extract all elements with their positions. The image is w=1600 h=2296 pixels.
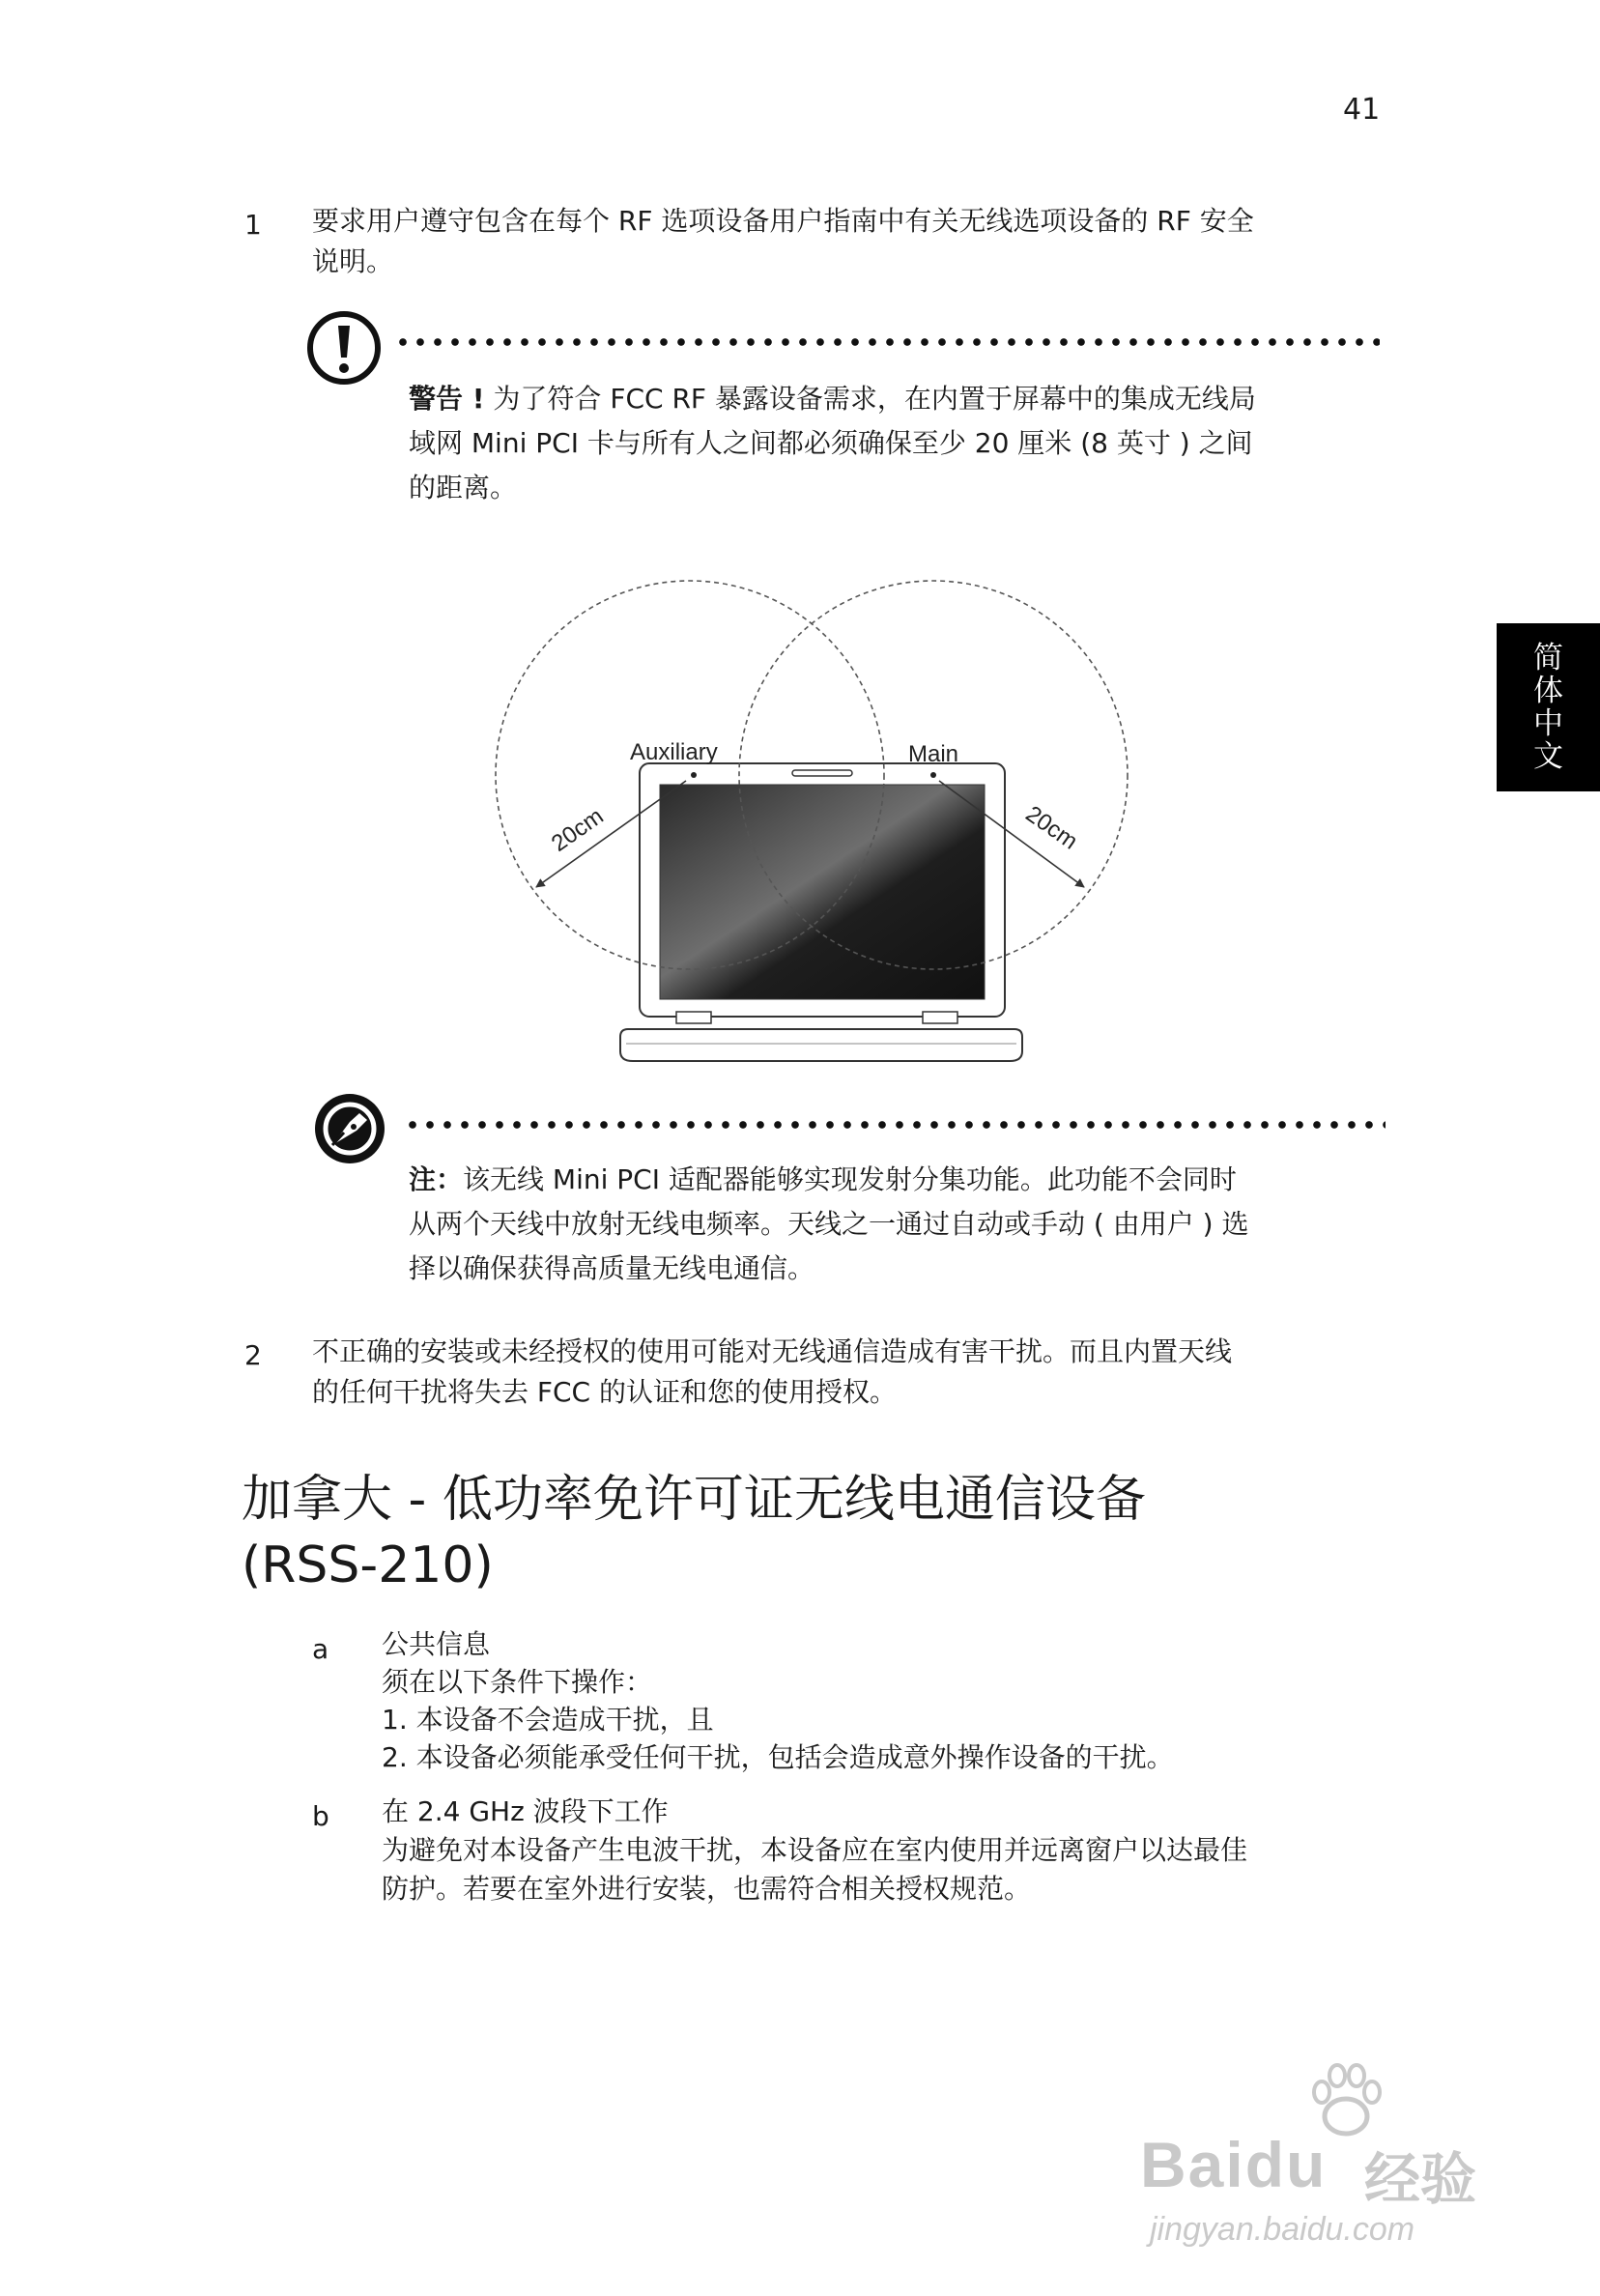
sub-item-line: 在 2.4 GHz 波段下工作: [382, 1795, 669, 1827]
warning-line: 的距离。: [409, 472, 518, 503]
note-line: 从两个天线中放射无线电频率。天线之一通过自动或手动 ( 由用户 ) 选: [409, 1208, 1249, 1240]
baidu-watermark: [1140, 2058, 1507, 2252]
sub-item-line: 1. 本设备不会造成干扰，且: [382, 1704, 714, 1736]
main-antenna-dot: [930, 772, 936, 778]
warning-text: [409, 377, 1394, 510]
sub-item-line: 须在以下条件下操作：: [382, 1666, 653, 1698]
list-item-line: 要求用户遵守包含在每个 RF 选项设备用户指南中有关无线选项设备的 RF 安全: [312, 205, 1254, 237]
list-item: [312, 201, 1394, 282]
list-item-number: 2: [244, 1339, 262, 1371]
laptop-screen: [660, 785, 985, 999]
list-item-line: 的任何干扰将失去 FCC 的认证和您的使用授权。: [312, 1376, 898, 1408]
list-item-line: 说明。: [312, 245, 394, 277]
aux-distance-label: 20cm: [546, 803, 609, 857]
sub-item-line: 防护。若要在室外进行安装，也需符合相关授权规范。: [382, 1873, 1032, 1905]
section-title-line: 加拿大 - 低功率免许可证无线电通信设备: [242, 1471, 1146, 1529]
sub-item: [382, 1625, 1406, 1776]
main-antenna-label: Main: [908, 741, 959, 767]
language-tab: [1497, 623, 1600, 791]
warning-label: 警告 !: [409, 383, 485, 415]
warning-line: 为了符合 FCC RF 暴露设备需求，在内置于屏幕中的集成无线局: [484, 383, 1256, 415]
sub-item-line: 2. 本设备必须能承受任何干扰，包括会造成意外操作设备的干扰。: [382, 1741, 1174, 1773]
note-line: 择以确保获得高质量无线电通信。: [409, 1252, 815, 1284]
sub-item-letter: a: [312, 1633, 329, 1665]
language-tab-label: 简体中文: [1533, 641, 1563, 774]
sub-item: [382, 1793, 1406, 1909]
watermark-brand-right: du: [1244, 2129, 1328, 2200]
warning-line: 域网 Mini PCI 卡与所有人之间都必须确保至少 20 厘米 (8 英寸 ) 之间: [409, 427, 1253, 459]
antenna-diagram: [483, 570, 1159, 1073]
list-item-line: 不正确的安装或未经授权的使用可能对无线通信造成有害干扰。而且内置天线: [312, 1335, 1233, 1367]
watermark-brand-left: Bai: [1140, 2129, 1245, 2200]
note-text: [409, 1158, 1394, 1291]
warning-icon: [305, 309, 383, 387]
section-title-line: (RSS-210): [242, 1536, 494, 1594]
note-icon: [311, 1090, 388, 1167]
laptop-base: [620, 1029, 1022, 1061]
note-divider: [404, 1121, 1386, 1129]
list-item-number: 1: [244, 209, 262, 241]
note-label: 注：: [409, 1163, 464, 1195]
note-line: 该无线 Mini PCI 适配器能够实现发射分集功能。此功能不会同时: [463, 1163, 1237, 1195]
sub-item-line: 公共信息: [382, 1628, 491, 1660]
page-number: 41: [1343, 93, 1381, 127]
warning-divider: [394, 338, 1380, 346]
list-item: [312, 1332, 1394, 1413]
watermark-brand-cn: 经验: [1364, 2148, 1477, 2211]
aux-antenna-label: Auxiliary: [630, 739, 718, 765]
section-title: [242, 1467, 1401, 1598]
watermark-brand: [1140, 2128, 1327, 2201]
sub-item-letter: b: [312, 1800, 329, 1832]
main-distance-label: 20cm: [1020, 800, 1083, 855]
sub-item-line: 为避免对本设备产生电波干扰，本设备应在室内使用并远离窗户以达最佳: [382, 1834, 1248, 1866]
aux-antenna-dot: [691, 772, 697, 778]
watermark-url: jingyan.baidu.com: [1150, 2211, 1415, 2248]
